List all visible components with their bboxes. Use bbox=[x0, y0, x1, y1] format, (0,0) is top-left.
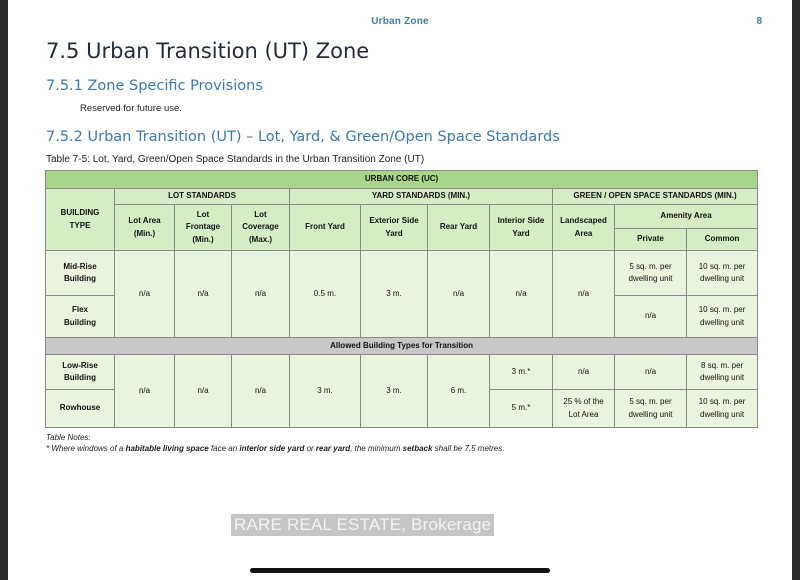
subsection-provisions: 7.5.1 Zone Specific Provisions bbox=[46, 78, 263, 94]
lowrise-landscaped-area: n/a bbox=[553, 355, 615, 390]
uc-rear-yard: n/a bbox=[428, 251, 490, 338]
home-indicator-bar[interactable] bbox=[250, 568, 550, 573]
col-lot-frontage: Lot Frontage (Min.) bbox=[175, 205, 232, 251]
row-label-midrise: Mid-Rise Building bbox=[46, 251, 115, 296]
table-banner: URBAN CORE (UC) bbox=[46, 171, 758, 189]
col-interior-side-yard: Interior Side Yard bbox=[490, 205, 553, 251]
uc-interior-side-yard: n/a bbox=[490, 251, 553, 338]
tr-lot-area: n/a bbox=[115, 355, 175, 428]
rowhouse-common-amenity: 10 sq. m. per dwelling unit bbox=[687, 390, 758, 428]
uc-front-yard: 0.5 m. bbox=[290, 251, 361, 338]
row-label-flex: Flex Building bbox=[46, 296, 115, 338]
tr-lot-coverage: n/a bbox=[232, 355, 290, 428]
group-lot-standards: LOT STANDARDS bbox=[115, 189, 290, 205]
brokerage-watermark: RARE REAL ESTATE, Brokerage bbox=[231, 514, 494, 536]
flex-common-amenity: 10 sq. m. per dwelling unit bbox=[687, 296, 758, 338]
transition-subheader: Allowed Building Types for Transition bbox=[46, 338, 758, 355]
table-caption: Table 7-5: Lot, Yard, Green/Open Space Standards in the Urban Transition Zone (UT) bbox=[46, 154, 425, 165]
col-lot-area: Lot Area (Min.) bbox=[115, 205, 175, 251]
tr-lot-frontage: n/a bbox=[175, 355, 232, 428]
table-notes-label: Table Notes: bbox=[46, 433, 91, 442]
midrise-private-amenity: 5 sq. m. per dwelling unit bbox=[615, 251, 687, 296]
row-label-lowrise: Low-Rise Building bbox=[46, 355, 115, 390]
running-header: Urban Zone bbox=[371, 16, 429, 27]
rowhouse-landscaped-area: 25 % of the Lot Area bbox=[553, 390, 615, 428]
col-building-type: BUILDING TYPE bbox=[46, 189, 115, 251]
uc-landscaped-area: n/a bbox=[553, 251, 615, 338]
section-title: 7.5 Urban Transition (UT) Zone bbox=[46, 39, 370, 63]
col-amenity-common: Common bbox=[687, 229, 758, 251]
lowrise-private-amenity: n/a bbox=[615, 355, 687, 390]
col-landscaped-area: Landscaped Area bbox=[553, 205, 615, 251]
group-green-standards: GREEN / OPEN SPACE STANDARDS (MIN.) bbox=[553, 189, 758, 205]
row-label-rowhouse: Rowhouse bbox=[46, 390, 115, 428]
uc-exterior-side-yard: 3 m. bbox=[361, 251, 428, 338]
rowhouse-private-amenity: 5 sq. m. per dwelling unit bbox=[615, 390, 687, 428]
col-amenity-private: Private bbox=[615, 229, 687, 251]
document-page bbox=[8, 0, 792, 580]
uc-lot-coverage: n/a bbox=[232, 251, 290, 338]
lowrise-interior-side-yard: 3 m.* bbox=[490, 355, 553, 390]
table-notes bbox=[46, 432, 504, 454]
group-amenity-area: Amenity Area bbox=[615, 205, 758, 229]
col-exterior-side-yard: Exterior Side Yard bbox=[361, 205, 428, 251]
reserved-note: Reserved for future use. bbox=[80, 103, 182, 114]
group-yard-standards: YARD STANDARDS (MIN.) bbox=[290, 189, 553, 205]
tr-exterior-side-yard: 3 m. bbox=[361, 355, 428, 428]
flex-private-amenity: n/a bbox=[615, 296, 687, 338]
subsection-standards: 7.5.2 Urban Transition (UT) – Lot, Yard, & Green/Open Space Standards bbox=[46, 129, 560, 145]
rowhouse-interior-side-yard: 5 m.* bbox=[490, 390, 553, 428]
standards-table bbox=[45, 170, 758, 428]
col-lot-coverage: Lot Coverage (Max.) bbox=[232, 205, 290, 251]
midrise-common-amenity: 10 sq. m. per dwelling unit bbox=[687, 251, 758, 296]
col-front-yard: Front Yard bbox=[290, 205, 361, 251]
uc-lot-frontage: n/a bbox=[175, 251, 232, 338]
col-rear-yard: Rear Yard bbox=[428, 205, 490, 251]
tr-front-yard: 3 m. bbox=[290, 355, 361, 428]
table-note-setback: * Where windows of a habitable living space face an interior side yard or rear yard, the minimum setback shall be 7.5 metres. bbox=[46, 444, 505, 454]
tr-rear-yard: 6 m. bbox=[428, 355, 490, 428]
lowrise-common-amenity: 8 sq. m. per dwelling unit bbox=[687, 355, 758, 390]
uc-lot-area: n/a bbox=[115, 251, 175, 338]
page-number: 8 bbox=[756, 16, 762, 27]
